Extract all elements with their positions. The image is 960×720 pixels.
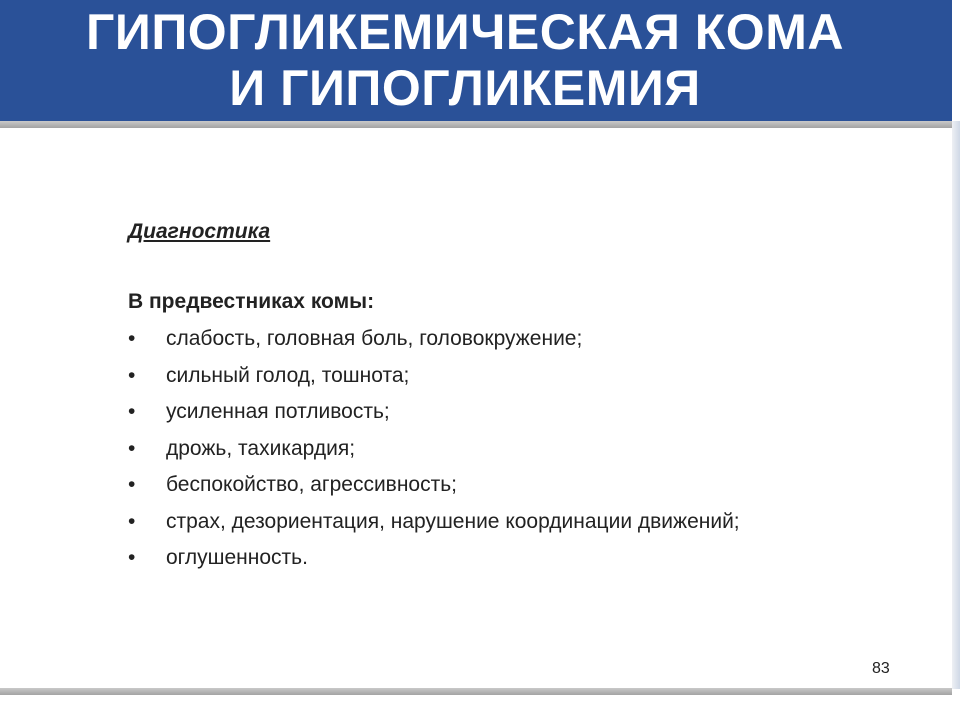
bullet-icon: • — [128, 546, 136, 569]
list-item — [128, 504, 863, 541]
bullet-list — [128, 321, 863, 577]
bullet-icon: • — [128, 400, 136, 423]
bullet-icon: • — [128, 509, 136, 533]
slide-title-line-1: ГИПОГЛИКЕМИЧЕСКАЯ КОМА — [86, 4, 844, 60]
list-item — [128, 467, 863, 504]
list-item — [128, 321, 863, 358]
slide-title-line-2: И ГИПОГЛИКЕМИЯ — [229, 60, 701, 116]
list-item — [128, 431, 863, 468]
list-item-text: оглушенность. — [166, 546, 308, 569]
list-item-text: слабость, головная боль, головокружение; — [166, 327, 583, 350]
list-item — [128, 358, 863, 395]
title-bar — [0, 0, 952, 121]
list-item-text: сильный голод, тошнота; — [166, 363, 410, 387]
page-number: 83 — [872, 660, 890, 677]
bullet-icon: • — [128, 327, 136, 350]
list-item-text: страх, дезориентация, нарушение координации движений; — [166, 509, 740, 533]
list-item — [128, 394, 863, 431]
slide-title — [0, 4, 930, 116]
title-divider — [0, 121, 952, 128]
subheading: В предвестниках комы: — [128, 290, 375, 313]
bullet-icon: • — [128, 473, 136, 496]
list-item-text: усиленная потливость; — [166, 400, 390, 423]
right-edge-accent — [952, 121, 960, 689]
list-item — [128, 540, 863, 577]
bullet-icon: • — [128, 363, 136, 387]
slide-content — [128, 218, 863, 577]
bullet-icon: • — [128, 436, 136, 460]
footer-divider — [0, 688, 952, 695]
list-item-text: беспокойство, агрессивность; — [166, 473, 457, 496]
section-heading: Диагностика — [128, 220, 271, 243]
list-item-text: дрожь, тахикардия; — [166, 436, 356, 460]
